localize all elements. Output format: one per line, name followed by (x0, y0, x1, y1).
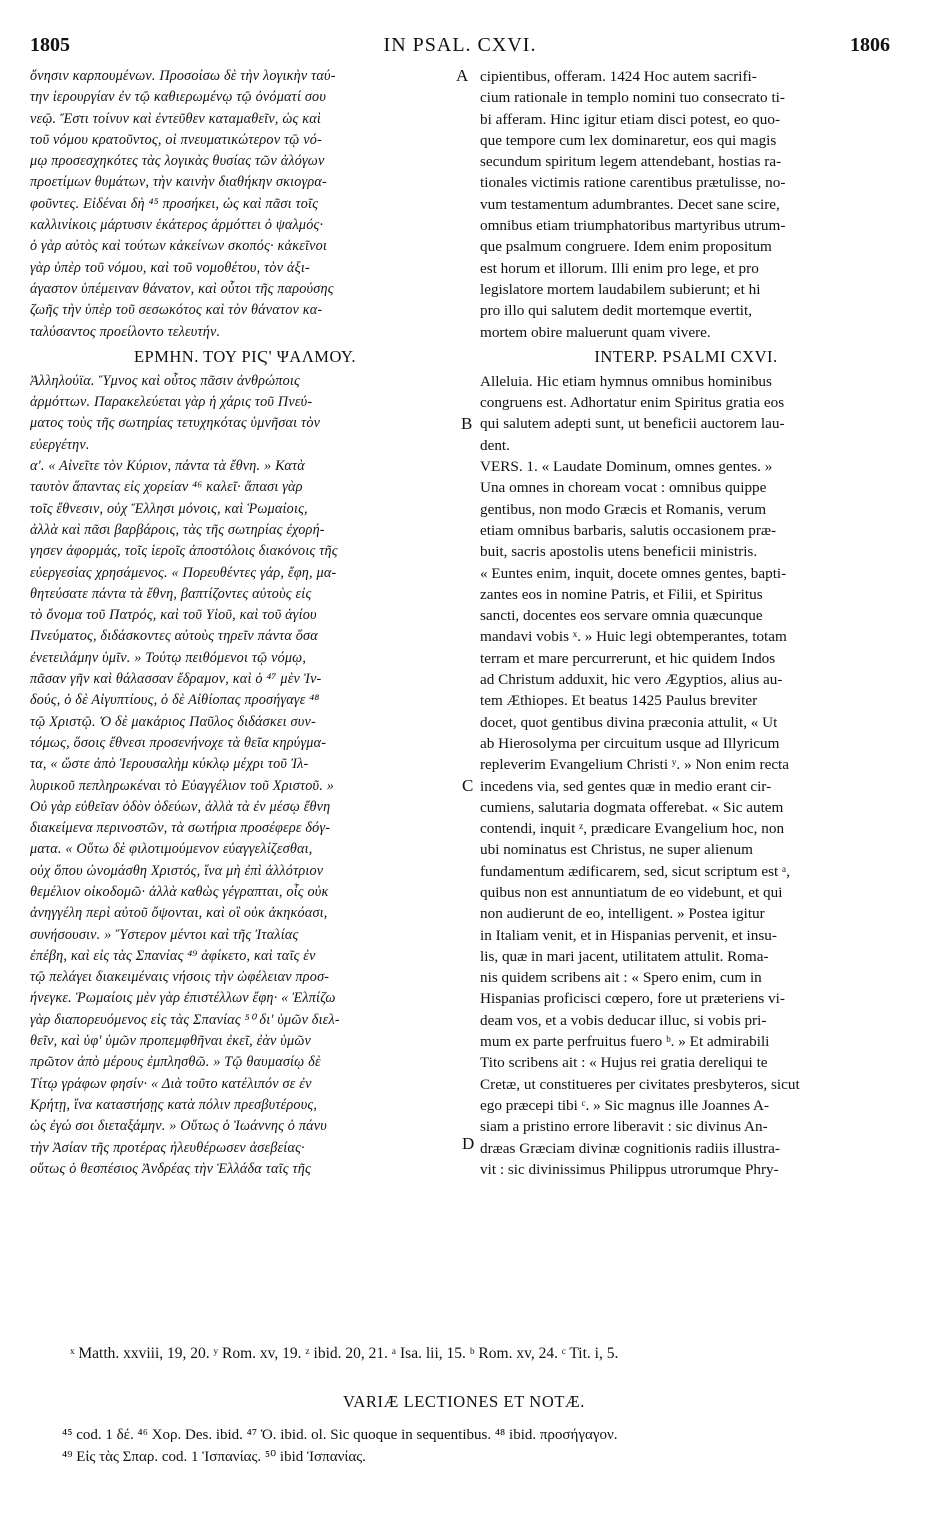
text-line: sancti, docentes eos servare omnia quæcunque (480, 607, 763, 625)
text-line: legislatore mortem laudabilem subierunt; et hi (480, 280, 761, 298)
text-line: secundum spiritum legem attendebant, hostias ra- (480, 153, 782, 171)
text-line: δούς, ὁ δὲ Αἰγυπτίους, ὁ δὲ Αἰθίοπας προσήγαγε ⁴⁸ (30, 692, 320, 709)
text-line: « Euntes enim, inquit, docete omnes gentes, bapti- (480, 564, 787, 582)
greek-column (30, 66, 460, 1180)
text-line: τῷ πελάγει διακειμέναις νήσοις τὴν ὠφέλειαν προσ- (30, 969, 330, 986)
text-line: τὴν Ἀσίαν τῆς προτέρας ἠλευθέρωσεν ἀσεβείας· (30, 1139, 305, 1156)
text-line: άγαστον ὑπέμειναν θάνατον, καὶ οὗτοι τῆς παρούσης (30, 280, 334, 297)
variae-line: ⁴⁵ cod. 1 δέ. ⁴⁶ Χορ. Des. ibid. ⁴⁷ Ὁ. ibid. ol. Sic quoque in sequentibus. ⁴⁸ ibid. προσήγαγον. (62, 1427, 618, 1443)
text-line: nis quidem scribens ait : « Spero enim, cum in (480, 969, 762, 987)
latin-column (480, 66, 892, 1180)
text-line: μῳ προσεσχηκότες τὰς λογικὰς θυσίας τῶν ἀλόγων (30, 153, 325, 170)
variae-notes (62, 1424, 902, 1468)
text-line: προετίμων θυμάτων, τὴν καινὴν διαθήκην σκιογρα- (30, 174, 327, 191)
text-line: omnibus etiam triumphatoribus martyribus utrum- (480, 217, 786, 235)
text-line: θητεύσατε πάντα τὰ ἔθνη, βαπτίζοντες αὐτοὺς εἰς (30, 585, 312, 602)
text-line: α'. « Αἰνεῖτε τὸν Κύριον, πάντα τὰ ἔθνη. » Κατὰ (30, 458, 305, 475)
greek-section-title: ΕΡΜΗΝ. ΤΟΥ ΡΙϚ' ΨΑΛΜΟΥ. (133, 346, 357, 366)
text-line: γὰρ διαπορευόμενος εἰς τὰς Σπανίας ⁵⁰ δι' ὑμῶν διελ- (30, 1011, 340, 1028)
latin-text-bottom (480, 371, 892, 1180)
text-line: ἀλλὰ καὶ πᾶσι βαρβάροις, τὰς τῆς σωτηρίας ἐχορή- (30, 521, 325, 538)
text-line: Κρήτῃ, ἵνα καταστήσῃς κατὰ πόλιν πρεσβυτέρους, (30, 1096, 318, 1113)
text-line: ὄνησιν καρπουμένων. Προσοίσω δὲ τὴν λογικὴν ταύ- (30, 68, 336, 84)
text-line: vum testamentum adumbrantes. Decet sane scire, (480, 195, 780, 213)
variae-title: VARIÆ LECTIONES ET NOTÆ. (342, 1392, 586, 1411)
text-line: Tito scribens ait : « Hujus rei gratia dereliqui te (480, 1054, 768, 1072)
text-line: vit : sic divinissimus Philippus utrorumque Phry- (480, 1160, 779, 1178)
text-line: siam a pristino errore liberavit : sic divinus An- (480, 1118, 768, 1136)
latin-section-title: INTERP. PSALMI CXVI. (594, 346, 778, 366)
text-line: zantes eos in nomine Patris, et Filii, et Spiritus (480, 585, 763, 603)
text-line: πᾶσαν γῆν καὶ θάλασσαν ἔδραμον, καὶ ὁ ⁴⁷ μὲν Ἰν- (30, 671, 322, 688)
text-line: repleverim Evangelium Christi ʸ. » Non enim recta (480, 756, 790, 774)
text-line: Una omnes in choream vocat : omnibus quippe (480, 479, 767, 497)
text-line: ήνεγκε. Ῥωμαίοις μὲν γὰρ ἐπιστέλλων ἔφη· « Ἐλπίζω (30, 990, 336, 1007)
text-line: πρῶτον ἀπὸ μέρους ἐμπλησθῶ. » Τῷ θαυμασίῳ δὲ (30, 1054, 321, 1071)
text-line: etiam omnibus barbaris, salutis occasionem præ- (480, 521, 777, 539)
margin-letter-a: A (456, 66, 469, 85)
text-line: Πνεύματος, διδάσκοντες αὐτοὺς τηρεῖν πάντα ὅσα (30, 628, 318, 645)
text-line: γησεν ἀφορμάς, τοῖς ἱεροῖς ἀποστόλοις διακόνοις τῆς (30, 543, 338, 560)
text-line: γὰρ ὑπὲρ τοῦ νόμου, καὶ τοῦ νομοθέτου, τὸν ἀξι- (30, 259, 310, 276)
text-line: dent. (480, 436, 510, 454)
text-line: ματος τοὺς τῆς σωτηρίας τετυχηκότας ὑμνῆσαι τὸν (30, 415, 321, 432)
running-title: IN PSAL. CXVI. (383, 34, 537, 56)
text-line: Hispanias proficisci cœpero, fore ut præteriens vi- (480, 990, 785, 1008)
text-line: in Italiam venit, et in Hispanias pervenit, et insu- (480, 926, 777, 944)
text-line: que psalmum congruere. Idem enim propositum (480, 238, 772, 256)
text-line: τόμως, ὅσοις ἔθνεσι προσενήνοχε τὰ θεῖα κηρύγμα- (30, 734, 327, 751)
text-line: την ἱερουργίαν ἐν τῷ καθιερωμένῳ τῷ ὀνόματί σου (30, 89, 327, 106)
text-line: mandavi vobis ˣ. » Huic legi obtemperantes, totam (480, 628, 787, 646)
text-line: lis, quæ in mari jacent, utilitatem attulit. Roma- (480, 947, 769, 965)
text-line: νεῷ. Ἔστι τοίνυν καὶ ἐντεῦθεν καταμαθεῖν, ὡς καὶ (30, 110, 322, 127)
text-line: ὁ γὰρ αὐτὸς καὶ τούτων κἀκείνων σκοπός· κἀκεῖνοι (30, 238, 328, 255)
text-line: συνήσουσιν. » Ὕστερον μέντοι καὶ τῆς Ἰταλίας (30, 926, 299, 943)
text-line: cium rationale in templo nomini tuo consecrato ti- (480, 89, 785, 107)
text-line: καλλινίκοις μάρτυσιν ἑκάτερος ἁρμόττει ὁ ψαλμός· (30, 217, 324, 234)
text-line: ad Christum adduxit, hic vero Ægyptios, alius au- (480, 671, 783, 689)
margin-letter-b: B (461, 414, 473, 433)
text-line: non audierunt de eo, intelligent. » Postea igitur (480, 905, 765, 923)
text-line: cumiens, salutaria dogmata offerebat. « Sic autem (480, 798, 784, 816)
text-line: ματα. « Οὕτω δὲ φιλοτιμούμενον εὐαγγελίζεσθαι, (30, 841, 313, 858)
text-line: tem Æthiopes. Et beatus 1425 Paulus breviter (480, 692, 758, 710)
scripture-footnotes: ˣ Matth. xxviii, 19, 20. ʸ Rom. xv, 19. ᶻ ibid. 20, 21. ᵃ Isa. lii, 15. ᵇ Rom. xv, 24. ᶜ Tit. i, 5. (70, 1345, 619, 1362)
page-header (30, 34, 890, 60)
text-line: θεμέλιον οἰκοδομῶ· ἀλλὰ καθὼς γέγραπται, οἷς οὐκ (30, 883, 329, 900)
right-page-number: 1806 (850, 34, 890, 56)
text-line: τοῦ νόμου κρατοῦντος, οἱ πνευματικώτερον τῷ νό- (30, 131, 322, 148)
text-line: τῷ Χριστῷ. Ὁ δὲ μακάριος Παῦλος διδάσκει συν- (30, 713, 316, 730)
text-line: εὐεργεσίας χρησάμενος. « Πορευθέντες γάρ, ἔφη, μα- (30, 564, 337, 581)
text-line: οὕτως ὁ θεσπέσιος Ἀνδρέας τὴν Ἑλλάδα ταῖς τῆς (30, 1160, 311, 1177)
text-line: Ἀλληλούϊα. Ὕμνος καὶ οὗτος πᾶσιν ἀνθρώποις (30, 372, 300, 389)
variae-line: ⁴⁹ Εἰς τὰς Σπαρ. cod. 1 Ἱσπανίας. ⁵⁰ ibid Ἱσπανίας. (62, 1449, 366, 1465)
text-line: quibus non est annuntiatum de eo videbunt, et qui (480, 883, 783, 901)
text-line: pro illo qui salutem dedit mortemque evertit, (480, 302, 753, 320)
text-line: ταυτὸν ἅπαντας εἰς χορείαν ⁴⁶ καλεῖ· ἅπασι γὰρ (30, 479, 303, 496)
text-line: mortem obire maluerunt quam vivere. (480, 323, 711, 341)
text-line: ταλύσαντος προείλοντο τελευτήν. (30, 323, 221, 340)
text-line: Τίτῳ γράφων φησίν· « Διὰ τοῦτο κατέλιπόν σε ἐν (30, 1075, 312, 1092)
text-line: ab Hierosolyma per circuitum usque ad Illyricum (480, 734, 780, 752)
text-line: buit, sacris apostolis utens beneficii ministris. (480, 543, 758, 561)
margin-letter-c: C (462, 776, 474, 795)
text-line: θεῖν, καὶ ὑφ' ὑμῶν προπεμφθῆναι ἐκεῖ, ἐὰν ὑμῶν (30, 1033, 312, 1050)
text-line: τοῖς ἔθνεσιν, οὐχ Ἕλλησι μόνοις, καὶ Ῥωμαίοις, (30, 500, 308, 517)
text-line: Cretæ, ut constitueres per civitates presbyteros, sicut (480, 1075, 800, 1093)
text-line: τα, « ὥστε ἀπὸ Ἱερουσαλὴμ κύκλῳ μέχρι τοῦ Ἰλ- (30, 756, 309, 773)
text-line: Alleluia. Hic etiam hymnus omnibus hominibus (480, 372, 772, 390)
text-line: contendi, inquit ᶻ, prædicare Evangelium hoc, non (480, 820, 785, 838)
text-line: VERS. 1. « Laudate Dominum, omnes gentes. » (480, 458, 773, 476)
left-page-number: 1805 (30, 34, 70, 56)
text-line: fundamentum ædificarem, sed, sicut scriptum est ᵃ, (480, 862, 790, 880)
text-line: εὐεργέτην. (30, 436, 90, 453)
text-line: ἁρμόττων. Παρακελεύεται γὰρ ἡ χάρις τοῦ Πνεύ- (30, 394, 313, 411)
text-line: ζωῆς τὴν ὑπὲρ τοῦ σεσωκότος καὶ τὸν θάνατον κα- (30, 302, 323, 319)
text-line: incedens via, sed gentes quæ in medio erant cir- (480, 777, 772, 795)
text-line: ἀνηγγέλη περὶ αὐτοῦ ὄψονται, καὶ οἳ οὐκ ἀκηκόασι, (30, 905, 328, 922)
text-line: docet, quot gentibus divina præconia attulit, « Ut (480, 713, 778, 731)
text-line: οὐχ ὅπου ὠνομάσθη Χριστός, ἵνα μὴ ἐπὶ ἀλλότριον (30, 862, 324, 879)
text-line: Οὐ γὰρ εὐθεῖαν ὁδὸν ὁδεύων, ἀλλὰ τὰ ἐν μέσῳ ἔθνη (30, 798, 331, 815)
text-line: que tempore cum lex dominaretur, eos qui magis (480, 131, 777, 149)
text-line: ἐπέβη, καὶ εἰς τὰς Σπανίας ⁴⁹ ἀφίκετο, καὶ ταῖς ἐν (30, 947, 316, 964)
text-line: φοῦντες. Εἰδέναι δὴ ⁴⁵ προσήκει, ὡς καὶ πᾶσι τοῖς (30, 195, 319, 212)
text-line: mum ex parte perfruitus fuero ᵇ. » Et admirabili (480, 1033, 770, 1051)
text-line: ἐνετειλάμην ὑμῖν. » Τούτῳ πειθόμενοι τῷ νόμῳ, (30, 649, 307, 666)
text-line: terram et mare percurrerunt, et hic quidem Indos (480, 649, 776, 667)
text-line: bi afferam. Hinc igitur etiam disci potest, eo quo- (480, 110, 781, 128)
greek-text-bottom (30, 371, 460, 1180)
text-line: ὡς ἐγώ σοι διεταξάμην. » Οὕτως ὁ Ἰωάννης ὁ πάνυ (30, 1118, 328, 1135)
text-line: qui salutem adepti sunt, ut beneficii auctorem lau- (480, 415, 785, 433)
text-line: gentibus, non modo Græcis et Romanis, verum (480, 500, 767, 518)
text-line: congruens est. Adhortatur enim Spiritus gratia eos (480, 394, 785, 412)
margin-letter-d: D (462, 1134, 475, 1153)
text-line: τὸ ὄνομα τοῦ Πατρός, καὶ τοῦ Υἱοῦ, καὶ τοῦ ἁγίου (30, 607, 317, 624)
text-line: διακείμενα περινοστῶν, τὰ σωτήρια προσέφερε δόγ- (30, 820, 331, 837)
text-line: λυρικοῦ πεπληρωκέναι τὸ Εὐαγγέλιον τοῦ Χριστοῦ. » (30, 777, 335, 794)
text-line: ubi nominatus est Christus, ne super alienum (480, 841, 753, 859)
text-line: tionales victimis ratione carentibus prætulisse, no- (480, 174, 786, 192)
text-line: dræas Græciam divinæ cognitionis radiis illustra- (480, 1139, 780, 1157)
latin-text-top (480, 66, 892, 343)
text-line: deam vos, et a vobis deducar illuc, si vobis pri- (480, 1011, 767, 1029)
text-line: cipientibus, offeram. 1424 Hoc autem sacrifi- (480, 68, 757, 85)
text-line: ego præcepi tibi ᶜ. » Sic magnus ille Joannes A- (480, 1096, 770, 1114)
text-line: est horum et illorum. Illi enim pro lege, et pro (480, 259, 759, 277)
greek-text-top (30, 66, 460, 343)
